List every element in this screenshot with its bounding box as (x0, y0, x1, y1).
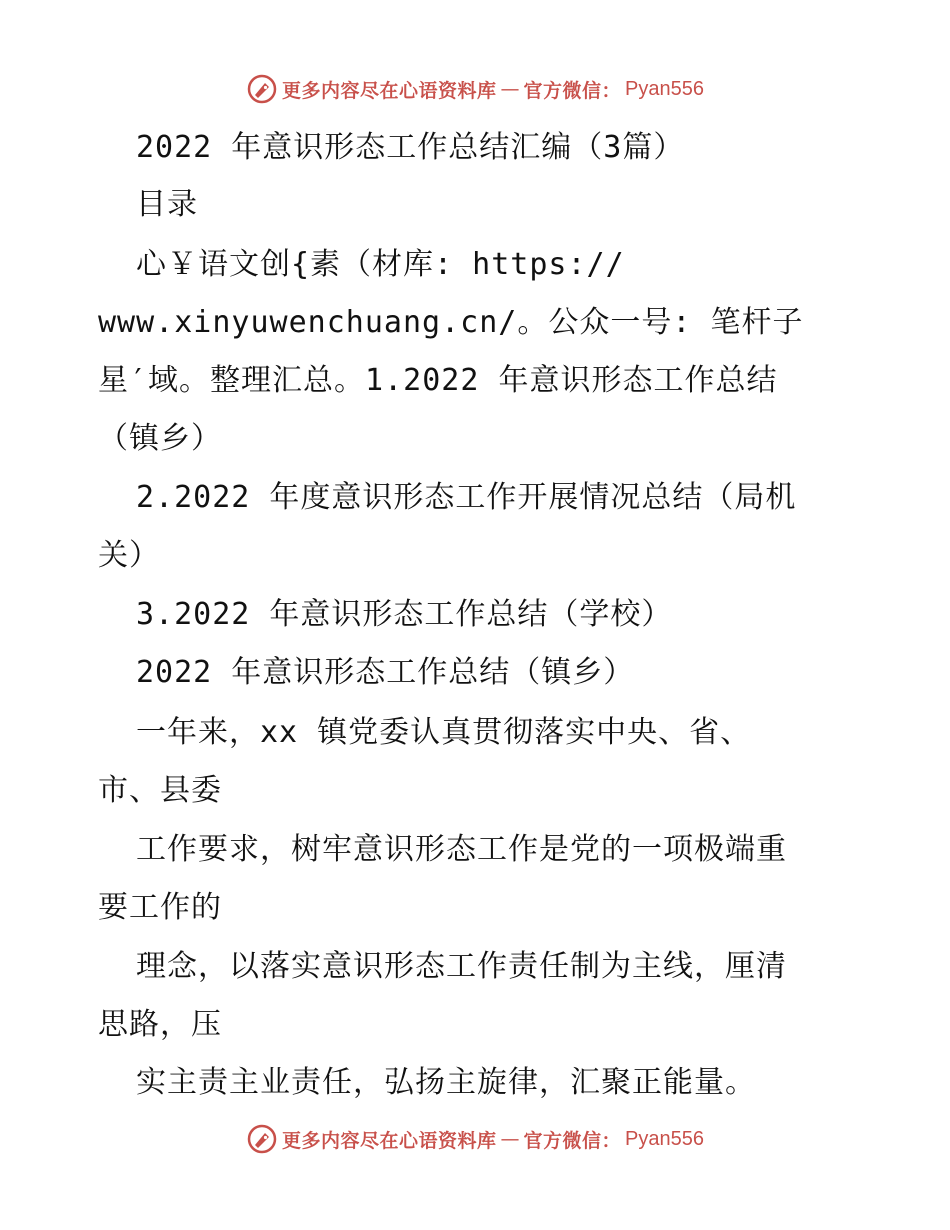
watermark-official: 官方微信： (523, 1129, 622, 1152)
watermark-wechat-id: Pyan556 (625, 77, 704, 100)
toc-item: 3.2022 年意识形态工作总结（学校） (136, 597, 673, 632)
paragraph-line: 思路，压 (98, 1007, 222, 1042)
watermark-text: 更多内容尽在心语资料库 (282, 79, 497, 102)
watermark-official: 官方微信： (523, 79, 622, 102)
paragraph-line: 工作要求，树牢意识形态工作是党的一项极端重 (136, 832, 787, 867)
watermark-text: 更多内容尽在心语资料库 (282, 1129, 497, 1152)
text-line: 心￥语文创{素（材库: https:// (136, 247, 625, 282)
paragraph-line: 实主责主业责任，弘扬主旋律，汇聚正能量。 (136, 1065, 756, 1100)
text-line: （镇乡） (98, 421, 222, 456)
pen-nib-logo-icon (246, 73, 278, 105)
paragraph-line: 市、县委 (98, 773, 222, 808)
watermark-dash: — (500, 1128, 520, 1150)
section-heading: 2022 年意识形态工作总结（镇乡） (136, 655, 635, 690)
text-line: 关） (98, 538, 160, 573)
document-title: 2022 年意识形态工作总结汇编（3篇） (136, 130, 685, 165)
header-watermark (0, 72, 950, 106)
toc-heading: 目录 (136, 187, 198, 222)
text-line: www.xinyuwenchuang.cn/。公众一号: 笔杆子 (98, 305, 804, 340)
paragraph-line: 一年来，xx 镇党委认真贯彻落实中央、省、 (136, 715, 752, 750)
toc-item: 2.2022 年度意识形态工作开展情况总结（局机 (136, 480, 797, 515)
watermark-dash: — (500, 78, 520, 100)
footer-watermark (0, 1122, 950, 1156)
paragraph-line: 理念，以落实意识形态工作责任制为主线，厘清 (136, 949, 787, 984)
text-line: 星′域。整理汇总。1.2022 年意识形态工作总结 (98, 363, 778, 398)
pen-nib-logo-icon (246, 1123, 278, 1155)
watermark-wechat-id: Pyan556 (625, 1127, 704, 1150)
paragraph-line: 要工作的 (98, 890, 222, 925)
